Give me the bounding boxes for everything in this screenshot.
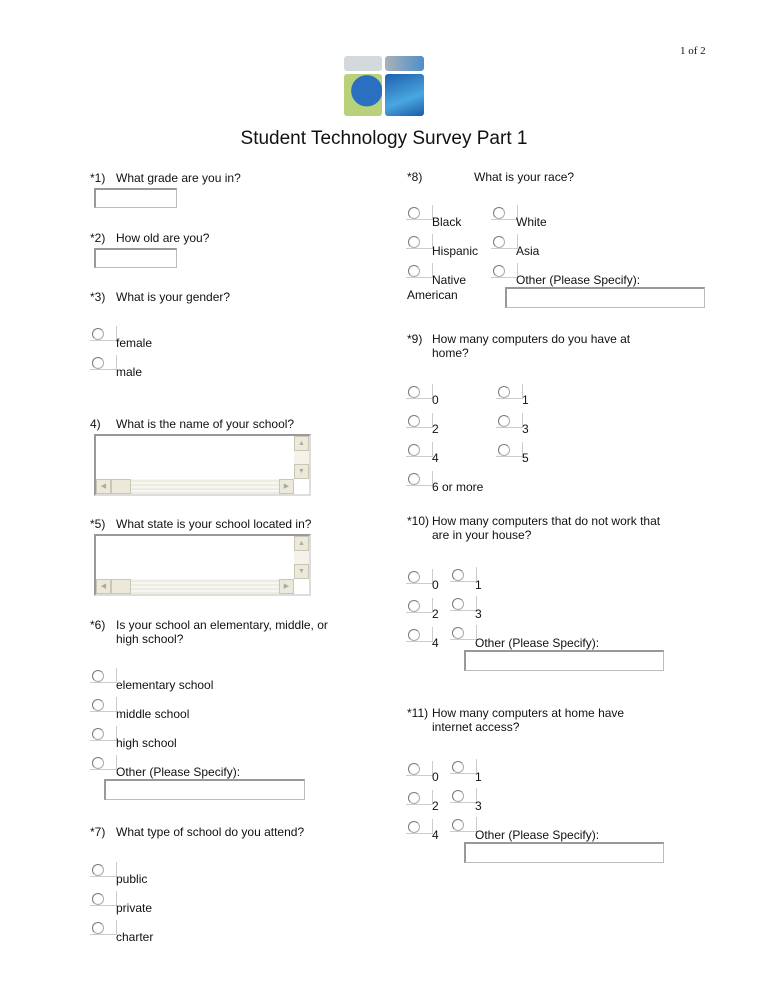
- computers-label: 1: [522, 393, 529, 407]
- q11-radio[interactable]: [452, 761, 464, 773]
- school-type-label: private: [116, 901, 153, 915]
- computers-label: 0: [432, 393, 439, 407]
- scroll-down-arrow-icon[interactable]: ▼: [294, 564, 309, 579]
- q5-number: *5): [90, 517, 106, 531]
- q6-text-line2: high school?: [116, 632, 184, 646]
- scroll-up-arrow-icon[interactable]: ▲: [294, 436, 309, 451]
- school-level-label: Other (Please Specify):: [116, 765, 241, 779]
- q11-label: 0: [432, 770, 439, 784]
- butterfly-logo: [344, 56, 424, 116]
- q11-text: How many computers at home have: [432, 706, 625, 720]
- gender-radio[interactable]: [92, 328, 104, 340]
- school-level-label: high school: [116, 736, 177, 750]
- page-number: 1 of 2: [680, 45, 706, 57]
- horizontal-scrollbar[interactable]: [96, 579, 294, 594]
- q10-radio[interactable]: [452, 627, 464, 639]
- q7-text: What type of school do you attend?: [116, 825, 305, 839]
- computers-radio[interactable]: [408, 386, 420, 398]
- q11-radio[interactable]: [408, 763, 420, 775]
- q11-other-input[interactable]: [464, 842, 664, 863]
- q8-text: What is your race?: [474, 170, 575, 184]
- q11-label: 4: [432, 828, 439, 842]
- race-label: Native: [432, 273, 467, 287]
- school-level-radio[interactable]: [92, 757, 104, 769]
- school-type-radio[interactable]: [92, 893, 104, 905]
- computers-radio[interactable]: [498, 444, 510, 456]
- q6-number: *6): [90, 618, 106, 632]
- school-level-radio[interactable]: [92, 670, 104, 682]
- q3-text: What is your gender?: [116, 290, 231, 304]
- gender-option-label: female: [116, 336, 153, 350]
- computers-radio[interactable]: [408, 415, 420, 427]
- q11-radio[interactable]: [452, 790, 464, 802]
- q4-number: 4): [90, 417, 101, 431]
- q1-number: *1): [90, 171, 106, 185]
- school-type-label: charter: [116, 930, 154, 944]
- scroll-thumb[interactable]: [111, 579, 131, 594]
- computers-radio[interactable]: [498, 415, 510, 427]
- scroll-right-arrow-icon[interactable]: ▶: [279, 579, 294, 594]
- q11-label: 2: [432, 799, 439, 813]
- gender-option-label: male: [116, 365, 143, 379]
- q10-label: 3: [475, 607, 482, 621]
- q10-number: *10): [407, 514, 430, 528]
- q11-text-line2: internet access?: [432, 720, 520, 734]
- q8-number: *8): [407, 170, 423, 184]
- vertical-scrollbar[interactable]: [294, 436, 309, 479]
- q7-number: *7): [90, 825, 106, 839]
- school-level-radio[interactable]: [92, 699, 104, 711]
- q10-radio[interactable]: [452, 598, 464, 610]
- q10-radio[interactable]: [408, 571, 420, 583]
- grade-input[interactable]: [94, 188, 177, 208]
- computers-radio[interactable]: [408, 444, 420, 456]
- q11-label: 3: [475, 799, 482, 813]
- scroll-thumb[interactable]: [111, 479, 131, 494]
- q10-text: How many computers that do not work that: [432, 514, 661, 528]
- q11-radio[interactable]: [452, 819, 464, 831]
- scroll-down-arrow-icon[interactable]: ▼: [294, 464, 309, 479]
- gender-radio[interactable]: [92, 357, 104, 369]
- q11-label: 1: [475, 770, 482, 784]
- school-level-label: middle school: [116, 707, 190, 721]
- q6-text: Is your school an elementary, middle, or: [116, 618, 328, 632]
- q4-text: What is the name of your school?: [116, 417, 295, 431]
- q9-number: *9): [407, 332, 423, 346]
- scroll-left-arrow-icon[interactable]: ◀: [96, 479, 111, 494]
- computers-radio[interactable]: [498, 386, 510, 398]
- race-radio[interactable]: [493, 265, 505, 277]
- page-title: Student Technology Survey Part 1: [240, 128, 528, 149]
- q10-label: 2: [432, 607, 439, 621]
- scroll-up-arrow-icon[interactable]: ▲: [294, 536, 309, 551]
- school-name-textarea[interactable]: [94, 434, 311, 496]
- race-label: Hispanic: [432, 244, 479, 258]
- race-label: White: [516, 215, 547, 229]
- school-state-textarea[interactable]: [94, 534, 311, 596]
- q10-other-input[interactable]: [464, 650, 664, 671]
- computers-label: 6 or more: [432, 480, 484, 494]
- q5-text: What state is your school located in?: [116, 517, 312, 531]
- horizontal-scrollbar[interactable]: [96, 479, 294, 494]
- computers-radio[interactable]: [408, 473, 420, 485]
- computers-label: 4: [432, 451, 439, 465]
- school-type-radio[interactable]: [92, 864, 104, 876]
- school-level-radio[interactable]: [92, 728, 104, 740]
- q10-radio[interactable]: [452, 569, 464, 581]
- age-input[interactable]: [94, 248, 177, 268]
- q10-text-line2: are in your house?: [432, 528, 532, 542]
- q10-radio[interactable]: [408, 629, 420, 641]
- q10-label: 0: [432, 578, 439, 592]
- school-type-label: public: [116, 872, 148, 886]
- race-label: Black: [432, 215, 462, 229]
- computers-label: 3: [522, 422, 529, 436]
- computers-label: 5: [522, 451, 529, 465]
- school-level-other-input[interactable]: [104, 779, 305, 800]
- race-radio[interactable]: [493, 236, 505, 248]
- q10-label: 4: [432, 636, 439, 650]
- race-label-continued: American: [407, 288, 458, 302]
- race-radio[interactable]: [408, 236, 420, 248]
- q2-number: *2): [90, 231, 106, 245]
- q3-number: *3): [90, 290, 106, 304]
- school-type-radio[interactable]: [92, 922, 104, 934]
- race-other-input[interactable]: [505, 287, 705, 308]
- school-level-label: elementary school: [116, 678, 214, 692]
- computers-label: 2: [432, 422, 439, 436]
- q11-number: *11): [407, 706, 429, 720]
- race-label: Other (Please Specify):: [516, 273, 641, 287]
- q1-text: What grade are you in?: [116, 171, 241, 185]
- q11-label: Other (Please Specify):: [475, 828, 600, 842]
- q10-radio[interactable]: [408, 600, 420, 612]
- q9-text-line2: home?: [432, 346, 469, 360]
- race-radio[interactable]: [493, 207, 505, 219]
- q10-label: Other (Please Specify):: [475, 636, 600, 650]
- q10-label: 1: [475, 578, 482, 592]
- race-radio[interactable]: [408, 207, 420, 219]
- q11-radio[interactable]: [408, 792, 420, 804]
- q2-text: How old are you?: [116, 231, 210, 245]
- vertical-scrollbar[interactable]: [294, 536, 309, 579]
- race-radio[interactable]: [408, 265, 420, 277]
- scroll-left-arrow-icon[interactable]: ◀: [96, 579, 111, 594]
- race-label: Asia: [516, 244, 540, 258]
- q11-radio[interactable]: [408, 821, 420, 833]
- q9-text: How many computers do you have at: [432, 332, 631, 346]
- scroll-right-arrow-icon[interactable]: ▶: [279, 479, 294, 494]
